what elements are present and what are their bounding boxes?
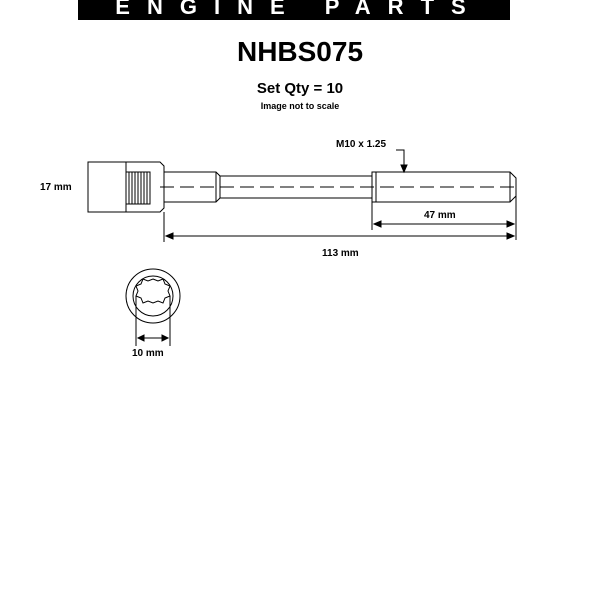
set-quantity: Set Qty = 10 bbox=[256, 80, 344, 97]
head-diameter-label: 17 mm bbox=[40, 182, 72, 193]
thread-length-label: 47 mm bbox=[424, 210, 456, 221]
part-code-title: NHBS075 bbox=[236, 36, 364, 67]
overall-length-label: 113 mm bbox=[322, 248, 359, 259]
twelve-point-socket-icon bbox=[136, 279, 170, 303]
brand-banner: ENGINE PARTS bbox=[78, 0, 510, 20]
socket-size-label: 10 mm bbox=[132, 348, 164, 359]
bolt-head-spline-icon bbox=[126, 172, 150, 204]
bolt-head-end-view-inner bbox=[133, 276, 173, 316]
bolt-head-end-view-outer bbox=[126, 269, 180, 323]
thread-spec-label: M10 x 1.25 bbox=[336, 139, 387, 150]
scale-note: Image not to scale bbox=[260, 101, 340, 111]
